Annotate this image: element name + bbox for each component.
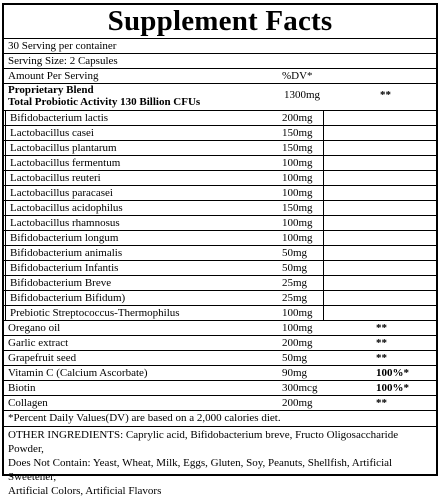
strain-amount: 100mg xyxy=(282,187,313,199)
other-row xyxy=(4,381,436,396)
strain-row xyxy=(4,126,436,141)
strain-name: Lactobacillus reuteri xyxy=(10,172,101,184)
strain-row xyxy=(4,141,436,156)
other-nutrient-list xyxy=(4,321,436,411)
other-name: Garlic extract xyxy=(8,337,69,349)
strain-amount: 25mg xyxy=(282,277,308,289)
strain-name: Bifidobacterium Bifidum) xyxy=(10,292,126,304)
strain-row xyxy=(4,231,436,246)
serving-size: Serving Size: 2 Capsules xyxy=(4,54,436,69)
strain-amount: 150mg xyxy=(282,202,313,214)
strain-name: Prebiotic Streptococcus-Thermophilus xyxy=(10,307,180,319)
strain-name: Lactobacillus plantarum xyxy=(10,142,117,154)
other-row xyxy=(4,396,436,411)
amount-header: Amount Per Serving %DV* xyxy=(4,69,436,84)
strain-amount: 50mg xyxy=(282,247,308,259)
other-dv: ** xyxy=(376,322,387,334)
strain-name: Bifidobacterium animalis xyxy=(10,247,123,259)
other-name: Biotin xyxy=(8,382,36,394)
other-dv: ** xyxy=(376,352,387,364)
strain-row xyxy=(4,216,436,231)
strain-name: Lactobacillus casei xyxy=(10,127,94,139)
strain-name: Bifidobacterium longum xyxy=(10,232,119,244)
other-amount: 100mg xyxy=(282,322,313,334)
strain-row xyxy=(4,246,436,261)
strain-amount: 25mg xyxy=(282,292,308,304)
other-amount: 200mg xyxy=(282,397,313,409)
strain-name: Lactobacillus acidophilus xyxy=(10,202,123,214)
other-dv: 100%* xyxy=(376,382,409,394)
other-row xyxy=(4,321,436,336)
strain-name: Lactobacillus paracasei xyxy=(10,187,113,199)
strain-name: Lactobacillus rhamnosus xyxy=(10,217,120,229)
strain-name: Lactobacillus fermentum xyxy=(10,157,121,169)
other-name: Collagen xyxy=(8,397,48,409)
strain-name: Bifidobacterium lactis xyxy=(10,112,109,124)
strain-amount: 150mg xyxy=(282,127,313,139)
strain-row xyxy=(4,291,436,306)
strain-amount: 100mg xyxy=(282,157,313,169)
other-amount: 90mg xyxy=(282,367,308,379)
strain-row xyxy=(4,276,436,291)
other-amount: 200mg xyxy=(282,337,313,349)
other-dv: 100%* xyxy=(376,367,409,379)
strain-amount: 100mg xyxy=(282,217,313,229)
other-row xyxy=(4,351,436,366)
dv-footnote: *Percent Daily Values(DV) are based on a 2,000 calories diet. xyxy=(4,411,436,427)
other-amount: 300mcg xyxy=(282,382,318,394)
servings-per-container: 30 Serving per container xyxy=(4,39,436,54)
strain-row xyxy=(4,111,436,126)
strain-amount: 150mg xyxy=(282,142,313,154)
strain-name: Bifidobacterium Breve xyxy=(10,277,112,289)
strain-amount: 50mg xyxy=(282,262,308,274)
strain-row xyxy=(4,201,436,216)
strain-row xyxy=(4,261,436,276)
other-name: Grapefruit seed xyxy=(8,352,77,364)
other-ingredients: OTHER INGREDIENTS: Caprylic acid, Bifidobacterium breve, Fructo Oligosaccharide Powder, Does Not Contain: Yeast, Wheat, Milk, Eggs, Gluten, Soy, Peanuts, Shellfish, Artificial Sweetener, Artificial Colors, Artificial Flavors xyxy=(8,429,399,497)
strain-row xyxy=(4,186,436,201)
strain-amount: 100mg xyxy=(282,307,313,319)
panel-title: Supplement Facts xyxy=(4,5,436,39)
proprietary-blend: Proprietary Blend Total Probiotic Activity 130 Billion CFUs 1300mg ** xyxy=(4,84,436,111)
supplement-facts-panel xyxy=(2,3,438,497)
strain-row xyxy=(4,306,436,321)
other-row xyxy=(4,336,436,351)
other-amount: 50mg xyxy=(282,352,308,364)
strain-amount: 100mg xyxy=(282,172,313,184)
other-name: Oregano oil xyxy=(8,322,61,334)
strain-row xyxy=(4,171,436,186)
other-name: Vitamin C (Calcium Ascorbate) xyxy=(8,367,148,379)
strain-list xyxy=(4,111,436,321)
other-row xyxy=(4,366,436,381)
strain-amount: 200mg xyxy=(282,112,313,124)
strain-amount: 100mg xyxy=(282,232,313,244)
other-dv: ** xyxy=(376,397,387,409)
strain-row xyxy=(4,156,436,171)
strain-name: Bifidobacterium Infantis xyxy=(10,262,119,274)
other-dv: ** xyxy=(376,337,387,349)
